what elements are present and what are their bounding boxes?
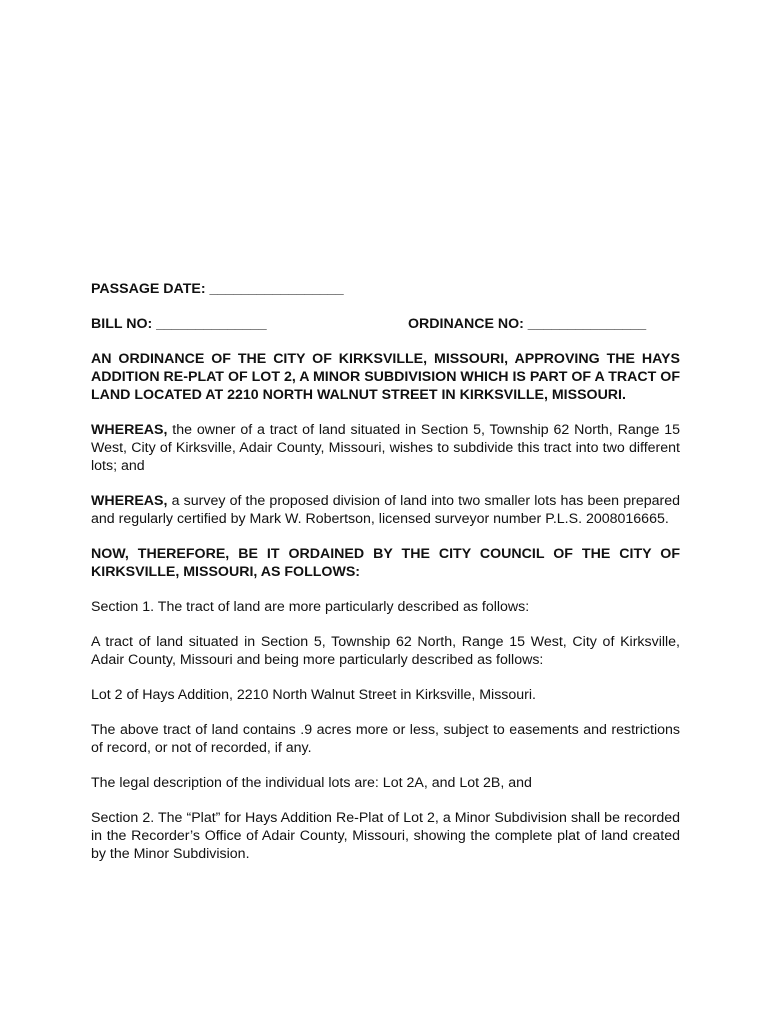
passage-date-field: PASSAGE DATE: _________________	[91, 281, 344, 297]
ordained-heading: NOW, THEREFORE, BE IT ORDAINED BY THE CITY COUNCIL OF THE CITY OF KIRKSVILLE, MISSOURI, AS FOLLOWS:	[91, 546, 680, 580]
legal-description-paragraph: The legal description of the individual lots are: Lot 2A, and Lot 2B, and	[91, 775, 532, 791]
bill-ordinance-row	[91, 315, 680, 333]
whereas-lead-2: WHEREAS,	[91, 493, 168, 509]
acres-paragraph: The above tract of land contains .9 acres more or less, subject to easements and restrictions of record, or not of recorded, if any.	[91, 722, 680, 756]
section-1-paragraph: Section 1. The tract of land are more particularly described as follows:	[91, 599, 530, 615]
bill-no-field: BILL NO: ______________	[91, 316, 267, 332]
whereas-lead-1: WHEREAS,	[91, 422, 168, 438]
whereas-text-2: a survey of the proposed division of land into two smaller lots has been prepared and regularly certified by Mark W. Robertson, licensed surveyor number P.L.S. 2008016665.	[91, 493, 680, 527]
lot-paragraph: Lot 2 of Hays Addition, 2210 North Walnut Street in Kirksville, Missouri.	[91, 687, 537, 703]
ordinance-no-field: ORDINANCE NO: _______________	[408, 316, 647, 332]
whereas-paragraph-1	[91, 421, 680, 475]
whereas-text-1: the owner of a tract of land situated in Section 5, Township 62 North, Range 15 West, City of Kirksville, Adair County, Missouri, wishes to subdivide this tract into two different lots; and	[91, 422, 680, 474]
tract-paragraph: A tract of land situated in Section 5, Township 62 North, Range 15 West, City of Kirksville, Adair County, Missouri and being more particularly described as follows:	[91, 634, 680, 668]
ordinance-title: AN ORDINANCE OF THE CITY OF KIRKSVILLE, MISSOURI, APPROVING THE HAYS ADDITION RE-PLAT OF LOT 2, A MINOR SUBDIVISION WHICH IS PART OF A TRACT OF LAND LOCATED AT 2210 NORTH WALNUT STREET IN KIRKSVILLE, MISSOURI.	[91, 351, 680, 403]
whereas-paragraph-2	[91, 492, 680, 528]
section-2-paragraph: Section 2. The “Plat” for Hays Addition Re-Plat of Lot 2, a Minor Subdivision shall be recorded in the Recorder’s Office of Adair County, Missouri, showing the complete plat of land created by the Minor Subdivision.	[91, 810, 680, 862]
ordinance-page	[91, 280, 680, 863]
